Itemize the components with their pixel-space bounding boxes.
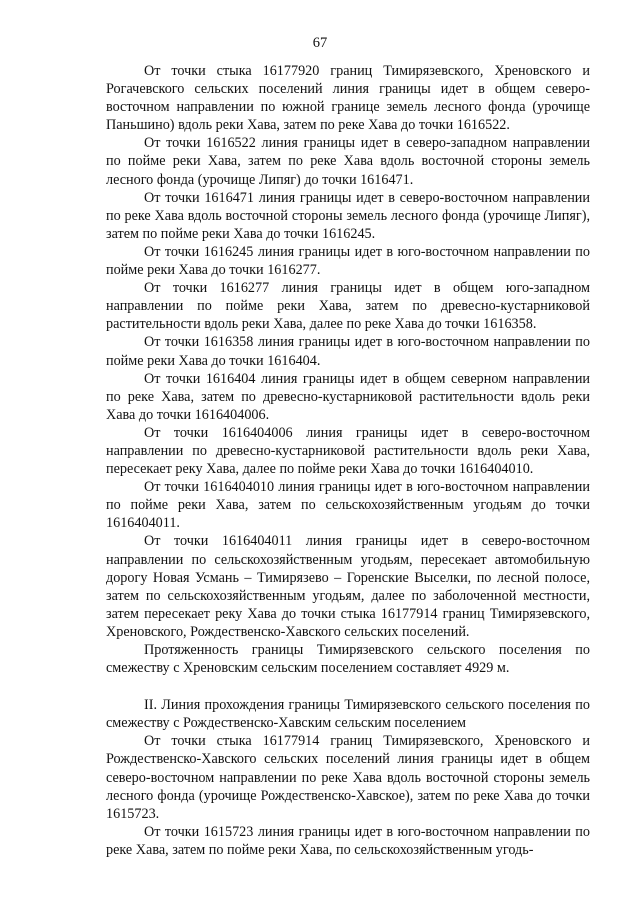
paragraph-9: От точки 1616404010 линия границы идет в юго-восточном направлении по пойме реки Хава, затем по сельскохозяйственным угодьям до точки 1616404011. (106, 479, 590, 532)
section-2-paragraph-2: От точки 1615723 линия границы идет в юго-восточном направлении по реке Хава, затем по пойме реки Хава, по сельскохозяйственным угодь- (106, 823, 590, 858)
paragraph-10: От точки 1616404011 линия границы идет в северо-восточном направлении по сельскохозяйственным угодьям, пересекает автомобильную дорогу Новая Усмань – Тимирязево – Горенские Выселки, по лесной полосе, затем по сельскохозяйственным угодьям, далее по заболоченной местности, затем пересекает реку Хава до точки стыка 16177914 границ Тимирязевского, Хреновского, Рождественско-Хавского сельских поселений. (106, 533, 590, 640)
paragraph-1: От точки стыка 16177920 границ Тимирязевского, Хреновского и Рогачевского сельских поселений линия границы идет в общем северо-восточном направлении по южной границе земель лесного фонда (урочище Паньшино) вдоль реки Хава, затем по реке Хава до точки 1616522. (106, 63, 590, 134)
document-body (106, 62, 590, 859)
paragraph-5: От точки 1616277 линия границы идет в общем юго-западном направлении по пойме реки Хава, затем по древесно-кустарниковой растительности вдоль реки Хава, далее по реке Хава до точки 1616358. (106, 280, 590, 333)
paragraph-8: От точки 1616404006 линия границы идет в северо-восточном направлении по древесно-кустарниковой растительности вдоль реки Хава, пересекает реку Хава, далее по пойме реки Хава до точки 1616404010. (106, 424, 590, 478)
paragraph-4: От точки 1616245 линия границы идет в юго-восточном направлении по пойме реки Хава до точки 1616277. (106, 243, 590, 279)
paragraph-6: От точки 1616358 линия границы идет в юго-восточном направлении по пойме реки Хава до точки 1616404. (106, 334, 590, 369)
section-2-paragraph-1: От точки стыка 16177914 границ Тимирязевского, Хреновского и Рождественско-Хавского сельских поселений линия границы идет в общем северо-восточном направлении по реке Хава вдоль восточной стороны земель лесного фонда (урочище Рождественско-Хавское), затем по реке Хава до точки 1615723. (106, 733, 590, 822)
section-heading: II. Линия прохождения границы Тимирязевского сельского поселения по смежеству с Рождественско-Хавским сельским поселением (106, 697, 590, 732)
paragraph-11: Протяженность границы Тимирязевского сельского поселения по смежеству с Хреновским сельским поселением составляет 4929 м. (106, 642, 590, 677)
paragraph-3: От точки 1616471 линия границы идет в северо-восточном направлении по реке Хава вдоль восточной стороны земель лесного фонда (урочище Липяг), затем по пойме реки Хава до точки 1616245. (106, 189, 590, 242)
paragraph-2: От точки 1616522 линия границы идет в северо-западном направлении по пойме реки Хава, затем по реке Хава вдоль восточной стороны земель лесного фонда (урочище Липяг) до точки 1616471. (106, 135, 590, 188)
section-spacer (106, 677, 590, 696)
paragraph-7: От точки 1616404 линия границы идет в общем северном направлении по реке Хава, затем по древесно-кустарниковой растительности вдоль реки Хава до точки 1616404006. (106, 370, 590, 423)
page-number: 67 (312, 35, 328, 51)
